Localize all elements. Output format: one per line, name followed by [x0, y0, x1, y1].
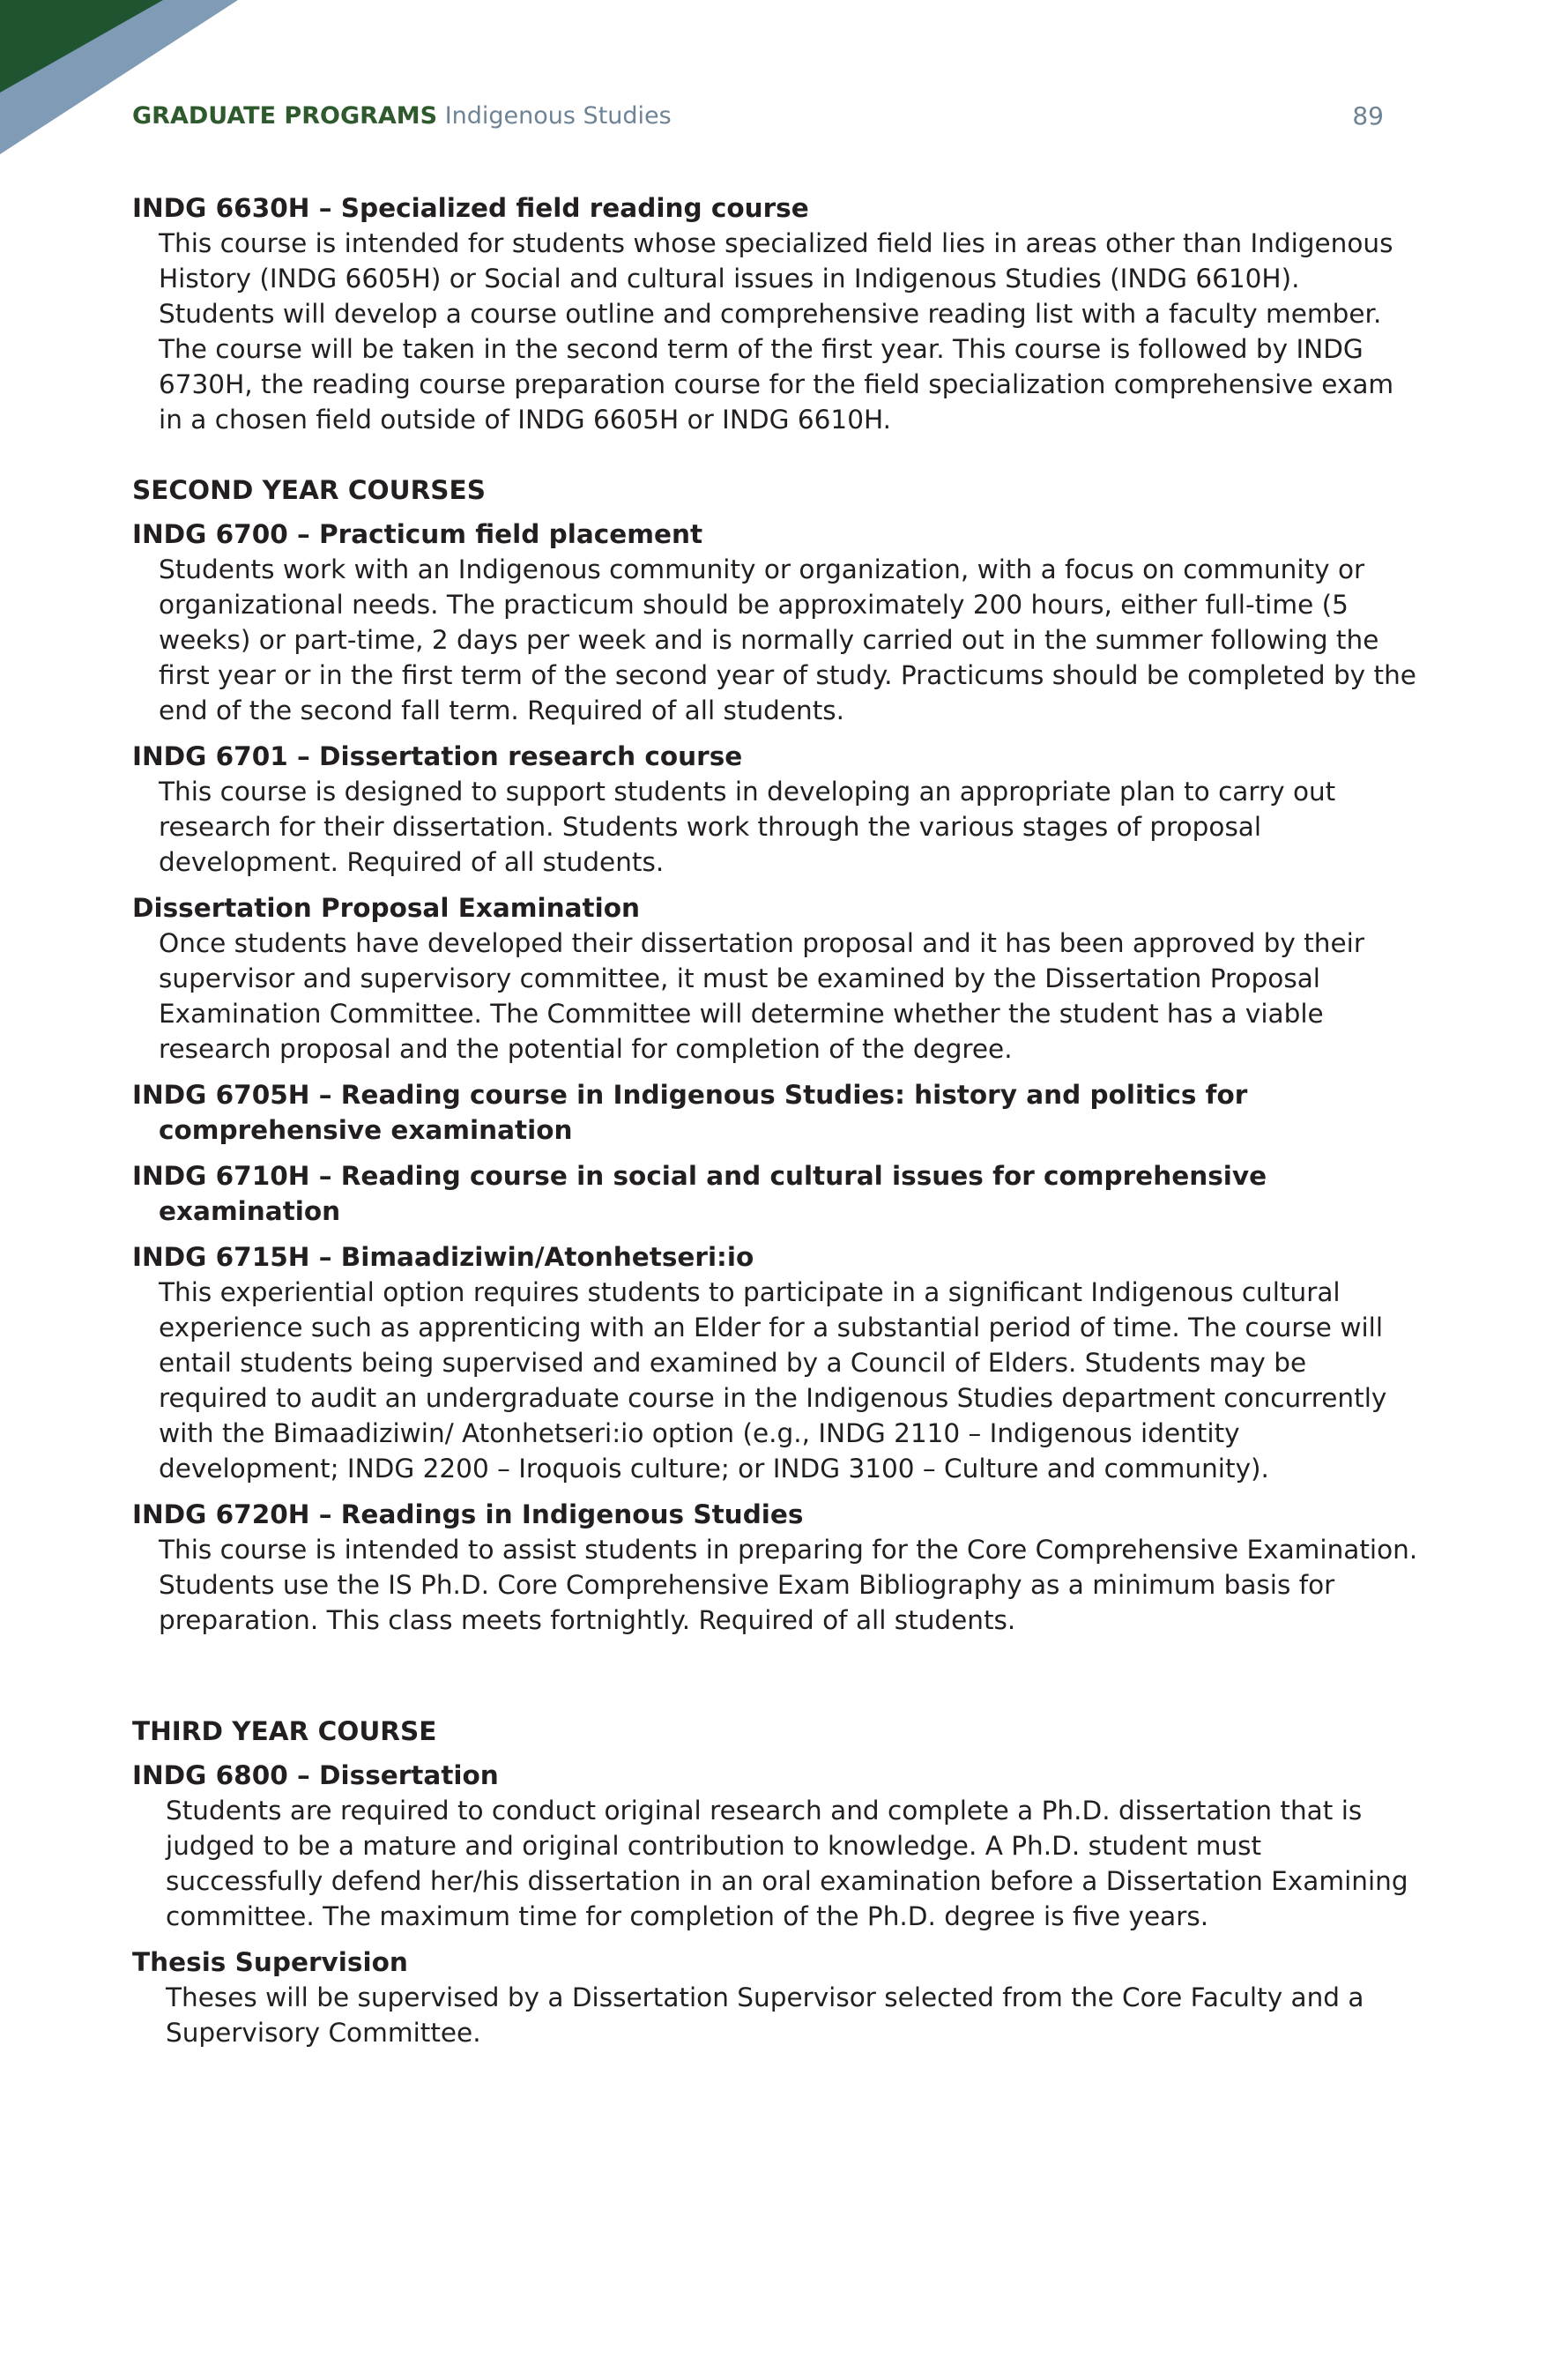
course-title: INDG 6630H – Specialized field reading course: [132, 193, 809, 223]
course-title: INDG 6705H – Reading course in Indigenous Studies: history and politics for comprehensive examination: [132, 1080, 1248, 1145]
header-section: Indigenous Studies: [444, 102, 672, 130]
course-title: Dissertation Proposal Examination: [132, 893, 641, 923]
page-number: 89: [1352, 101, 1384, 130]
course-title: Thesis Supervision: [132, 1947, 408, 1977]
course-description: Students work with an Indigenous community or organization, with a focus on community or organizational needs. The practicum should be approximately 200 hours, either full-time (5 weeks) or part-time, 2 days per week and is normally carried out in the summer following the first year or in the first term of the second year of study. Practicums should be completed by the end of the second fall term. Required of all students.: [159, 554, 1416, 725]
course-entry: [132, 1158, 1419, 1229]
course-description: Students are required to conduct original research and complete a Ph.D. dissertation that is judged to be a mature and original contribution to knowledge. A Ph.D. student must successfully defend her/his dissertation in an oral examination before a Dissertation Examining committee. The maximum time for completion of the Ph.D. degree is five years.: [166, 1796, 1408, 1931]
course-entry: [132, 1945, 1419, 2050]
course-entry: [132, 890, 1419, 1067]
course-entry: [132, 190, 1419, 437]
header-program: GRADUATE PROGRAMS: [132, 102, 438, 130]
page-header: [132, 100, 1384, 136]
course-entry: [132, 1077, 1419, 1148]
course-description: This course is intended to assist students in preparing for the Core Comprehensive Examination. Students use the IS Ph.D. Core Comprehensive Exam Bibliography as a minimum basis for preparation. This class meets fortnightly. Required of all students.: [159, 1535, 1418, 1635]
page-content: [132, 190, 1419, 2061]
course-entry: [132, 739, 1419, 880]
course-title: INDG 6710H – Reading course in social and cultural issues for comprehensive examination: [132, 1161, 1267, 1226]
section-heading-second-year: SECOND YEAR COURSES: [132, 475, 486, 505]
course-description: Theses will be supervised by a Dissertation Supervisor selected from the Core Faculty and a Supervisory Committee.: [166, 1982, 1364, 2048]
course-entry: [132, 1497, 1419, 1638]
course-description: This experiential option requires students to participate in a significant Indigenous cultural experience such as apprenticing with an Elder for a substantial period of time. The course will entail students being supervised and examined by a Council of Elders. Students may be required to audit an undergraduate course in the Indigenous Studies department concurrently with the Bimaadiziwin/ Atonhetseri:io option (e.g., INDG 2110 – Indigenous identity development; INDG 2200 – Iroquois culture; or INDG 3100 – Culture and community).: [159, 1277, 1387, 1484]
course-title: INDG 6701 – Dissertation research course: [132, 741, 743, 771]
course-description: This course is intended for students whose specialized field lies in areas other than Indigenous History (INDG 6605H) or Social and cultural issues in Indigenous Studies (INDG 6610H). Students will develop a course outline and comprehensive reading list with a faculty member. The course will be taken in the second term of the first year. This course is followed by INDG 6730H, the reading course preparation course for the field specialization comprehensive exam in a chosen field outside of INDG 6605H or INDG 6610H.: [159, 228, 1394, 435]
course-description: Once students have developed their dissertation proposal and it has been approved by their supervisor and supervisory committee, it must be examined by the Dissertation Proposal Examination Committee. The Committee will determine whether the student has a viable research proposal and the potential for completion of the degree.: [159, 928, 1364, 1064]
course-entry: [132, 1239, 1419, 1486]
course-entry: [132, 1758, 1419, 1934]
course-entry: [132, 517, 1419, 728]
section-heading-third-year: THIRD YEAR COURSE: [132, 1716, 437, 1746]
course-title: INDG 6720H – Readings in Indigenous Studies: [132, 1499, 804, 1529]
course-title: INDG 6715H – Bimaadiziwin/Atonhetseri:io: [132, 1242, 754, 1272]
course-title: INDG 6800 – Dissertation: [132, 1760, 499, 1790]
course-title: INDG 6700 – Practicum field placement: [132, 519, 703, 549]
course-description: This course is designed to support students in developing an appropriate plan to carry out research for their dissertation. Students work through the various stages of proposal development. Required of all students.: [159, 777, 1336, 877]
corner-decoration: [0, 0, 247, 176]
